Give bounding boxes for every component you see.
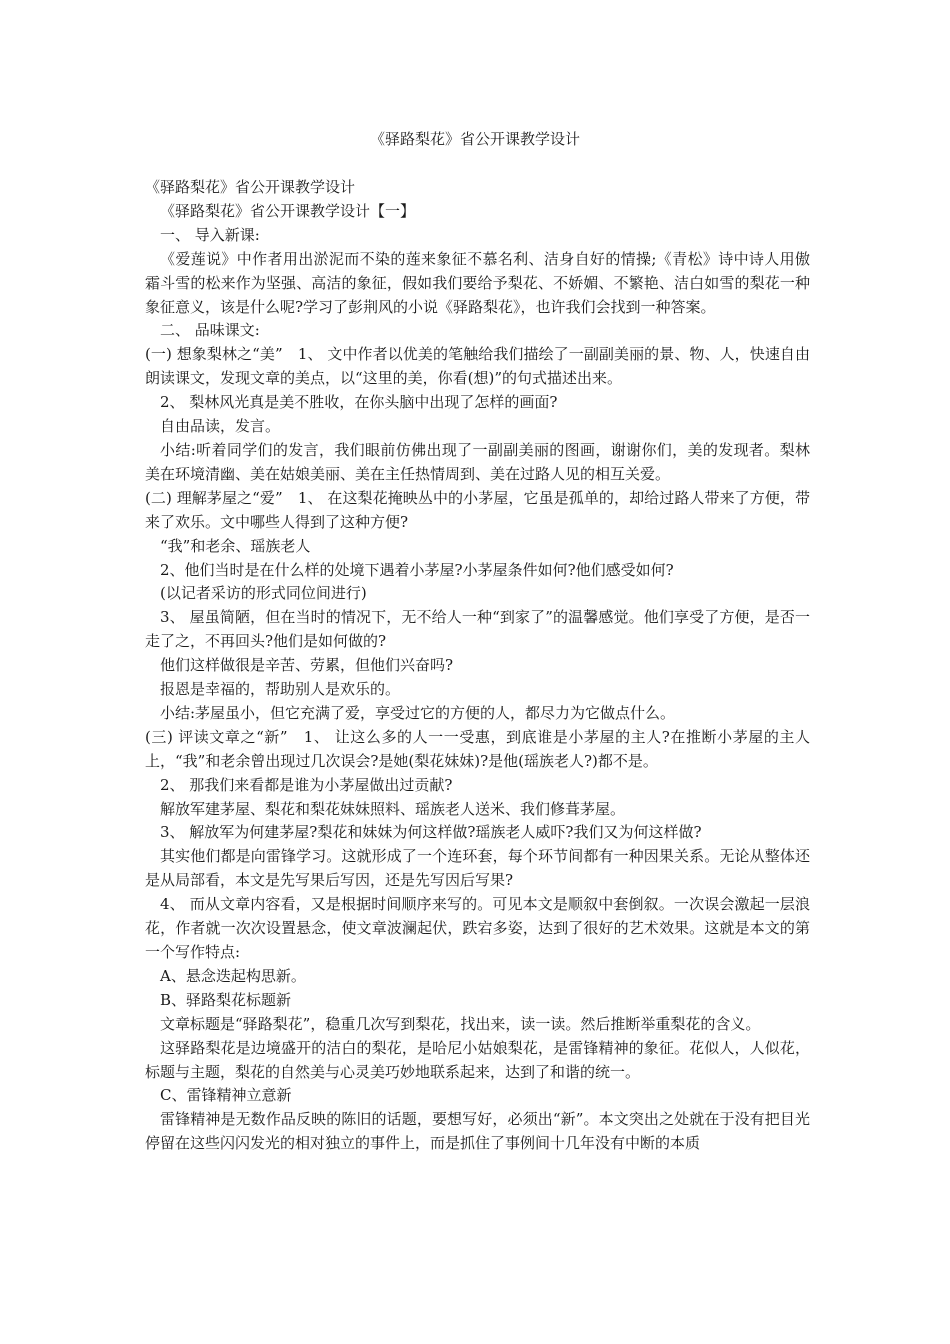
paragraph: 雷锋精神是无数作品反映的陈旧的话题，要想写好，必须出“新”。本文突出之处就在于没有把目光停留在这些闪闪发光的相对独立的事件上，而是抓住了事例间十几年没有中断的本质 [145,1110,810,1153]
paragraph: 自由品读，发言。 [160,417,281,436]
paragraph: 解放军建茅屋、梨花和梨花妹妹照料、瑶族老人送米、我们修葺茅屋。 [160,799,626,818]
document-body [145,176,810,1156]
paragraph: 2、 梨林风光真是美不胜收，在你头脑中出现了怎样的画面? [160,393,558,412]
paragraph: 《爱莲说》中作者用出淤泥而不染的莲来象征不慕名利、洁身自好的情操;《青松》诗中诗人用傲霜斗雪的松来作为坚强、高洁的象征，假如我们要给予梨花、不娇媚、不繁艳、洁白如雪的梨花一种象征意义，该是什么呢?学习了彭荆风的小说《驿路梨花》，也许我们会找到一种答案。 [145,249,810,316]
paragraph: A、悬念迭起构思新。 [160,966,306,985]
paragraph: 一、 导入新课: [160,225,260,244]
paragraph: 二、 品味课文: [160,321,260,340]
paragraph: 《驿路梨花》省公开课教学设计 [145,178,356,196]
paragraph: 3、 解放军为何建茅屋?梨花和妹妹为何这样做?瑶族老人威吓?我们又为何这样做? [160,823,702,842]
paragraph: 报恩是幸福的，帮助别人是欢乐的。 [160,680,401,699]
paragraph: C、雷锋精神立意新 [160,1086,292,1105]
paragraph: 他们这样做很是辛苦、劳累，但他们兴奋吗? [160,656,454,675]
paragraph: 小结:茅屋虽小，但它充满了爱，享受过它的方便的人，都尽力为它做点什么。 [160,703,676,722]
document-title: 《驿路梨花》省公开课教学设计 [369,130,580,148]
paragraph: B、驿路梨花标题新 [160,990,292,1009]
paragraph: 这驿路梨花是边境盛开的洁白的梨花，是哈尼小姑娘梨花，是雷锋精神的象征。花似人，人似花，标题与主题，梨花的自然美与心灵美巧妙地联系起来，达到了和谐的统一。 [145,1038,810,1081]
paragraph: 3、 屋虽简陋，但在当时的情况下，无不给人一种“到家了”的温馨感觉。他们享受了方便，是否一走了之，不再回头?他们是如何做的? [145,608,810,651]
paragraph: 4、 而从文章内容看，又是根据时间顺序来写的。可见本文是顺叙中套倒叙。一次误会激起一层浪花，作者就一次次设置悬念，使文章波澜起伏，跌宕多姿，达到了很好的艺术效果。这就是本文的第一个写作特点: [145,895,810,961]
paragraph: (以记者采访的形式同位间进行) [160,584,367,603]
paragraph: “我”和老余、瑶族老人 [160,536,311,555]
paragraph: (三) 评读文章之“新” 1、 让这么多的人一一受惠，到底谁是小茅屋的主人?在推断小茅屋的主人上，“我”和老余曾出现过几次误会?是她(梨花妹妹)?是他(瑶族老人?)都不是。 [145,727,810,770]
paragraph: 2、他们当时是在什么样的处境下遇着小茅屋?小茅屋条件如何?他们感受如何? [160,560,674,579]
paragraph: 其实他们都是向雷锋学习。这就形成了一个连环套，每个环节间都有一种因果关系。无论从整体还是从局部看，本文是先写果后写因，还是先写因后写果? [145,847,810,890]
paragraph: (二) 理解茅屋之“爱” 1、 在这梨花掩映丛中的小茅屋，它虽是孤单的，却给过路人带来了方便，带来了欢乐。文中哪些人得到了这种方便? [145,488,810,531]
paragraph: 文章标题是“驿路梨花”，稳重几次写到梨花，找出来，读一读。然后推断举重梨花的含义。 [160,1014,761,1033]
paragraph: (一) 想象梨林之“美” 1、 文中作者以优美的笔触给我们描绘了一副副美丽的景、物、人，快速自由朗读课文，发现文章的美点，以“这里的美，你看(想)”的句式描述出来。 [145,345,810,388]
paragraph: 小结:听着同学们的发言，我们眼前仿佛出现了一副副美丽的图画，谢谢你们，美的发现者。梨林美在环境清幽、美在姑娘美丽、美在主任热情周到、美在过路人见的相互关爱。 [145,440,810,483]
paragraph: 2、 那我们来看都是谁为小茅屋做出过贡献? [160,775,453,794]
paragraph: 《驿路梨花》省公开课教学设计【一】 [160,201,416,220]
